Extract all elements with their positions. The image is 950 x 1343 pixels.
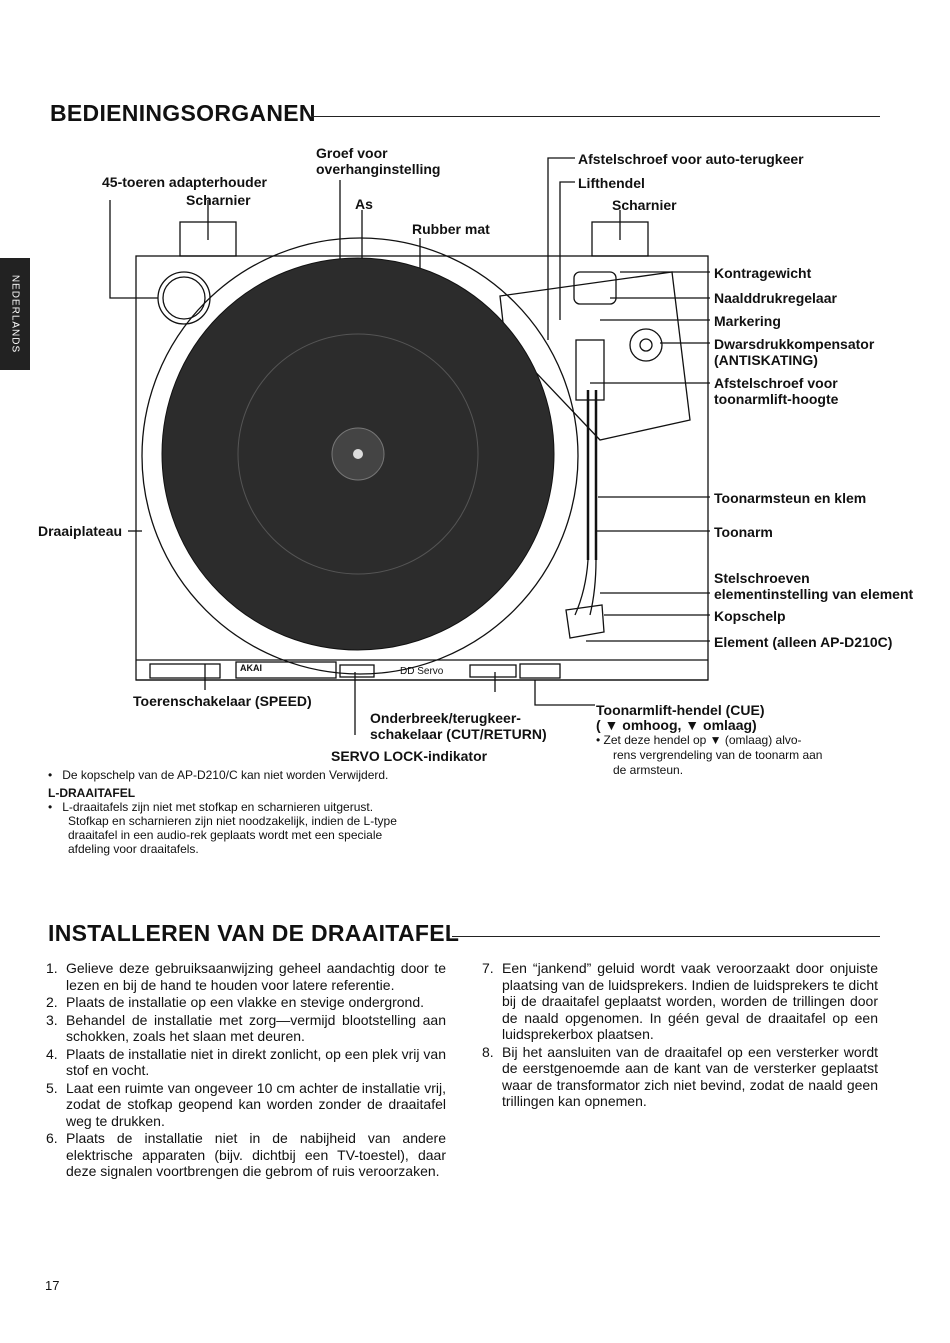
label-scharnier-left: Scharnier bbox=[186, 192, 251, 208]
label-cue: Toonarmlift-hendel (CUE) bbox=[596, 702, 765, 718]
label-antiskating: (ANTISKATING) bbox=[714, 352, 818, 368]
label-servo-lock: SERVO LOCK-indikator bbox=[331, 748, 488, 764]
note-kopschelp: De kopschelp van de AP-D210/C kan niet worden Verwijderd. bbox=[62, 768, 389, 782]
title-rule-2 bbox=[452, 936, 880, 937]
cue-note-2: rens vergrendeling van de toonarm aan bbox=[613, 748, 823, 762]
label-toonarmsteun: Toonarmsteun en klem bbox=[714, 490, 867, 506]
headshell bbox=[566, 605, 604, 638]
adapter-holder bbox=[158, 272, 210, 324]
label-groef2: overhanginstelling bbox=[316, 161, 441, 177]
label-as: As bbox=[355, 196, 373, 212]
label-toonarm: Toonarm bbox=[714, 524, 773, 540]
counterweight bbox=[574, 272, 616, 304]
label-elementinstelling: elementinstelling van element bbox=[714, 586, 914, 602]
list-item: 4. Plaats de installatie niet in direkt zonlicht, op een plek vrij van stof en vocht. bbox=[46, 1045, 446, 1078]
label-cue-direction: ( ▼ omhoog, ▼ omlaag) bbox=[596, 717, 757, 733]
list-item: 7. Een “jankend” geluid wordt vaak veroorzaakt door onjuiste plaatsing van de luidsprekers. Indien de luidsprekers te dicht bij de draaitafel geplaatst worden, worden de trillingen door de naald opgenomen. In géén geval de draaitafel op een luidsprekerbox plaatsen. bbox=[482, 960, 878, 1042]
install-list-right bbox=[482, 960, 878, 1111]
spindle bbox=[353, 449, 363, 459]
cue-note-1: Zet deze hendel op ▼ (omlaag) alvo- bbox=[603, 733, 802, 747]
label-afstel-lift: Afstelschroef voor bbox=[714, 375, 838, 391]
section-title-controls: BEDIENINGSORGANEN bbox=[50, 100, 316, 126]
note-l3: draaitafel in een audio-rek geplaats wordt met een speciale bbox=[68, 828, 383, 842]
label-naalddruk: Naalddrukregelaar bbox=[714, 290, 837, 306]
label-groef: Groef voor bbox=[316, 145, 388, 161]
label-kontragewicht: Kontragewicht bbox=[714, 265, 812, 281]
label-afstel-lift2: toonarmlift-hoogte bbox=[714, 391, 839, 407]
cue-note-3: de armsteun. bbox=[613, 763, 684, 777]
note-l4: afdeling voor draaitafels. bbox=[68, 842, 199, 856]
list-item: 5. Laat een ruimte van ongeveer 10 cm achter de installatie vrij, zodat de stofkap geopend kan worden zonder de draaitafel weg te drukken. bbox=[46, 1079, 446, 1129]
install-list-left bbox=[46, 960, 446, 1181]
note-l1: L-draaitafels zijn niet met stofkap en scharnieren uitgerust. bbox=[62, 800, 374, 814]
list-item: 6. Plaats de installatie niet in de nabijheid van andere elektrische apparaten (bijv. dichtbij een TV-toestel), daar deze signalen voortbrengen die gebrom of ruis veroorzaken. bbox=[46, 1130, 446, 1179]
section-title-install: INSTALLEREN VAN DE DRAAITAFEL bbox=[48, 920, 460, 946]
panel-dd-servo: DD Servo bbox=[400, 666, 444, 677]
label-adapter: 45-toeren adapterhouder bbox=[102, 174, 267, 190]
label-stelschroeven: Stelschroeven bbox=[714, 570, 810, 586]
language-tab: NEDERLANDS bbox=[0, 258, 30, 370]
label-afstel-auto: Afstelschroef voor auto-terugkeer bbox=[578, 151, 804, 167]
label-scharnier-right: Scharnier bbox=[612, 197, 677, 213]
panel-brand: AKAI bbox=[240, 663, 262, 673]
label-lifthendel: Lifthendel bbox=[578, 175, 645, 191]
page-number: 17 bbox=[45, 1278, 60, 1293]
label-element: Element (alleen AP-D210C) bbox=[714, 634, 893, 650]
label-cut-return: schakelaar (CUT/RETURN) bbox=[370, 726, 547, 742]
list-item: 3. Behandel de installatie met zorg—vermijd blootstelling aan schokken, zoals het slaan met deuren. bbox=[46, 1011, 446, 1044]
note-l-title: L-DRAAITAFEL bbox=[48, 786, 136, 800]
note-l2: Stofkap en scharnieren zijn niet noodzakelijk, indien de L-type bbox=[68, 814, 397, 828]
list-item: 2. Plaats de installatie op een vlakke en stevige ondergrond. bbox=[46, 994, 425, 1010]
notes-block: • De kopschelp van de AP-D210/C kan niet worden Verwijderd. L-DRAAITAFEL • L-draaitafels zijn niet met stofkap en scharnieren uitgerust. Stofkap en scharnieren zijn niet noodzakelijk, indien de L-type draaitafel in een audio-rek geplaats wordt met een speciale afdeling voor draaitafels. bbox=[48, 768, 468, 856]
label-draaiplateau: Draaiplateau bbox=[38, 523, 123, 539]
label-kopschelp: Kopschelp bbox=[714, 608, 786, 624]
label-speed: Toerenschakelaar (SPEED) bbox=[133, 693, 312, 709]
label-rubber: Rubber mat bbox=[412, 221, 490, 237]
label-onderbreek: Onderbreek/terugkeer- bbox=[370, 710, 521, 726]
label-markering: Markering bbox=[714, 313, 781, 329]
list-item: 8. Bij het aansluiten van de draaitafel op een versterker wordt de eerstgenoemde aan de kant van de versterker geplaatst waar de transformator zich niet bevind, zodat de naald geen trillingen kan opnemen. bbox=[482, 1043, 878, 1109]
label-dwarsdruk: Dwarsdrukkompensator bbox=[714, 336, 875, 352]
list-item: 1. Gelieve deze gebruiksaanwijzing geheel aandachtig door te lezen en bij de hand te houden voor latere referentie. bbox=[46, 960, 446, 993]
